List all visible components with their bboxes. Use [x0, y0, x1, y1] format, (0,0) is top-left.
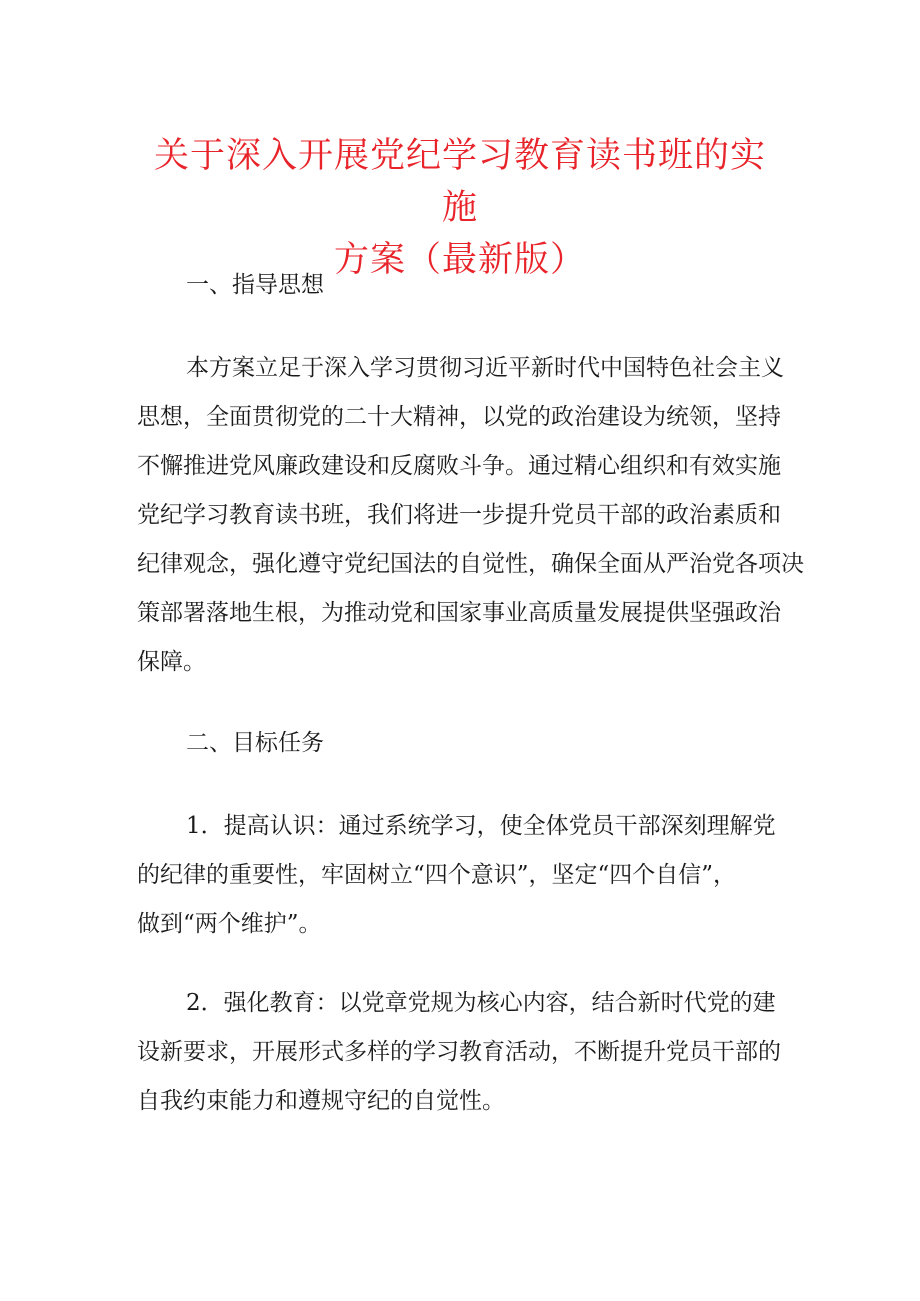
- paragraph-line: 自我约束能力和遵规守纪的自觉性。: [137, 1088, 505, 1114]
- paragraph-line: 思想，全面贯彻党的二十大精神，以党的政治建设为统领，坚持: [137, 404, 781, 430]
- section-2-item-1: [137, 802, 789, 949]
- paragraph-line: 策部署落地生根，为推动党和国家事业高质量发展提供坚强政治: [137, 600, 781, 626]
- paragraph-line: 1．提高认识：通过系统学习，使全体党员干部深刻理解党: [186, 813, 776, 839]
- title-line-2: 方案（最新版）: [333, 240, 586, 280]
- paragraph-line: 党纪学习教育读书班，我们将进一步提升党员干部的政治素质和: [137, 502, 781, 528]
- paragraph-line: 纪律观念，强化遵守党纪国法的自觉性，确保全面从严治党各项决: [137, 551, 804, 577]
- paragraph-line: 本方案立足于深入学习贯彻习近平新时代中国特色社会主义: [186, 355, 784, 381]
- section-2-item-2: [137, 979, 789, 1126]
- section-1-heading: 一、指导思想: [186, 272, 324, 298]
- paragraph-line: 做到“两个维护”。: [137, 911, 322, 937]
- paragraph-line: 2．强化教育：以党章党规为核心内容，结合新时代党的建: [186, 990, 776, 1016]
- section-1-paragraph: [137, 344, 804, 687]
- paragraph-line: 不懈推进党风廉政建设和反腐败斗争。通过精心组织和有效实施: [137, 453, 781, 479]
- paragraph-line: 的纪律的重要性，牢固树立“四个意识”，坚定“四个自信”，: [137, 862, 737, 888]
- paragraph-line: 保障。: [137, 649, 206, 675]
- section-2-heading: 二、目标任务: [186, 730, 324, 756]
- paragraph-line: 设新要求，开展形式多样的学习教育活动，不断提升党员干部的: [137, 1039, 781, 1065]
- document-title: [140, 130, 780, 286]
- title-line-1: 关于深入开展党纪学习教育读书班的实施: [153, 136, 766, 228]
